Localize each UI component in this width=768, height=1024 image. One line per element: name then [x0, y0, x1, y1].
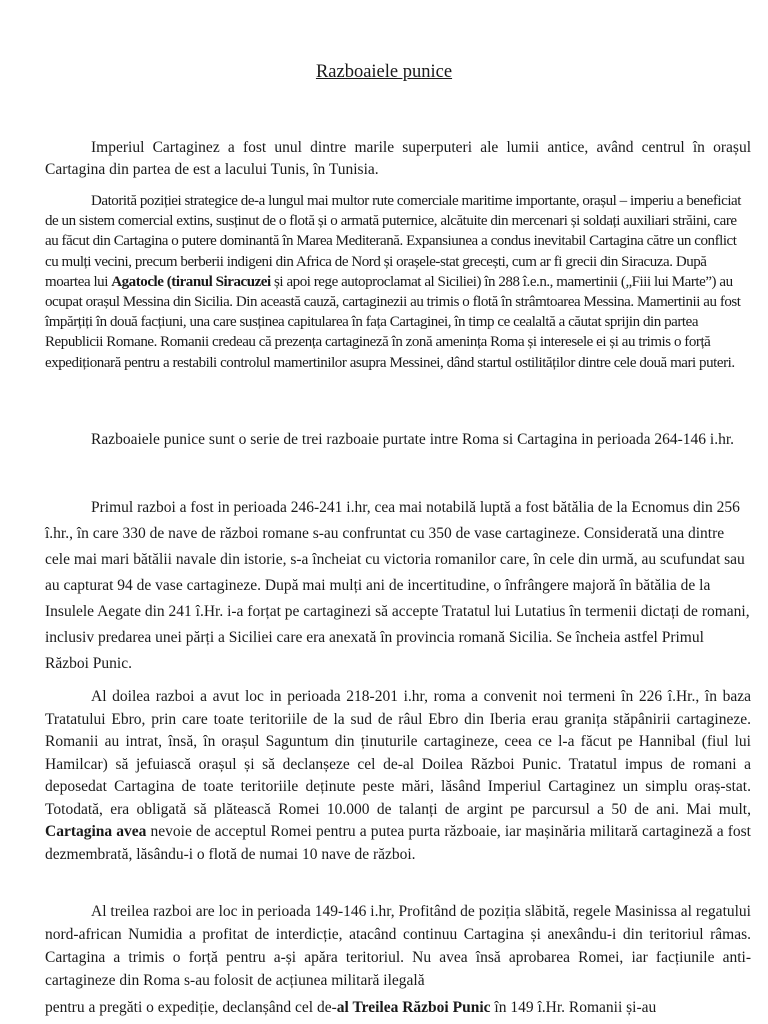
paragraph-text: Al treilea razboi are loc in perioada 149-146 i.hr, Profitând de poziția slăbită, regele Masinissa al regatului nord-african Numidia a profitat de interdicție, atacând continuu Cartagina și anexându-i din teritoriul râmas. Cartagina a trimis o forță pentru a-și apăra teritoriul. Nu avea însă aprobarea Romei, iar facțiunile anti-cartagineze din Roma s-au folosit de acțiunea militară ilegală	[45, 903, 751, 989]
bold-text-agatocle: Agatocle (tiranul Siracuzei	[111, 273, 271, 290]
paragraph-text: Imperiul Cartaginez a fost unul dintre marile superputeri ale lumii antice, având centrul în orașul Cartagina din partea de est a lacului Tunis, în Tunisia.	[45, 139, 751, 178]
paragraph-continuation	[45, 996, 751, 1019]
paragraph-overview	[45, 428, 751, 452]
paragraph-second-war	[45, 686, 751, 866]
document-title: Razboaiele punice	[315, 62, 453, 82]
paragraph-introduction	[45, 137, 751, 181]
paragraph-text: Razboaiele punice sunt o serie de trei razboaie purtate intre Roma si Cartagina in perioada 264-146 i.hr.	[91, 431, 735, 448]
paragraph-text: în 149 î.Hr. Romanii și-au	[490, 999, 657, 1016]
bold-text-cartagina-avea: Cartagina avea	[45, 823, 147, 840]
paragraph-text: Primul razboi a fost in perioada 246-241 i.hr, cea mai notabilă luptă a fost bătălia de la Ecnomus din 256 î.hr., în care 330 de nave de război romane s-au confruntat cu 350 de vase cartagineze. Considerată una dintre cele mai mari bătălii navale din istorie, s-a încheiat cu victoria romanilor care, în cele din urmă, au scufundat sau au capturat 94 de vase cartagineze. După mai mulți ani de incertitudine, o înfrângere majoră în bătălia de la Insulele Aegate din 241 î.Hr. i-a forțat pe cartaginezi să accepte Tratatul lui Lutatius în termenii dictați de romani, inclusiv predarea unei părți a Siciliei care era anexată în provincia romană Sicilia. Se încheia astfel Primul Război Punic.	[45, 499, 750, 672]
paragraph-third-war	[45, 900, 751, 1019]
bold-text-al-treilea-razboi-punic: al Treilea Război Punic	[336, 999, 491, 1016]
paragraph-text: nevoie de acceptul Romei pentru a putea purta războaie, iar mașinăria militară cartagineză a fost dezmembrată, lăsându-i o flotă de numai 10 nave de război.	[45, 823, 751, 863]
paragraph-text: și apoi rege autoproclamat al Siciliei) în 288 î.e.n., mamertinii („Fiii lui Marte”) au ocupat orașul Messina din Sicilia. Din această cauză, cartaginezii au trimis o flotă în strâmtoarea Messina. Mamertinii au fost împărțiți în două facțiuni, una care susținea capitularea în fața Cartaginei, în timp ce cealaltă a căutat sprijin din partea Republicii Romane. Romanii credeau că prezența cartagineză în zonă amenința Roma și interesele ei și au trimis o forță expediționară pentru a restabili controlul mamertinilor asupra Messinei, dând startul ostilităților dintre cele două mari puteri.	[45, 273, 741, 371]
paragraph-text: pentru a pregăti o expediție, declanșând cel de-	[45, 999, 337, 1016]
paragraph-background	[45, 191, 751, 373]
paragraph-text: Datorită poziției strategice de-a lungul mai multor rute comerciale maritime importante, orașul – imperiu a beneficiat de un sistem comercial extins, susținut de o flotă și o armată puternice, alcătuite din mercenari și soldați auxiliari străini, care au făcut din Cartagina o putere dominantă în Marea Mediterană. Expansiunea a condus inevitabil Cartagina către un conflict cu mulți vecini, precum berberii indigeni din Africa de Nord și orașele-stat grecești, cum ar fi grecii din Siracuza. După moartea lui	[45, 193, 741, 290]
paragraph-text: Al doilea razboi a avut loc in perioada 218-201 i.hr, roma a convenit noi termeni în 226 î.Hr., în baza Tratatului Ebro, prin care toate teritoriile de la sud de râul Ebro din Iberia erau granița stăpânirii cartagineze. Romanii au intrat, însă, în orașul Saguntum din ținuturile cartagineze, ceea ce l-a făcut pe Hannibal (fiul lui Hamilcar) să jefuiască orașul și să declanșeze cel de-al Doilea Război Punic. Tratatul impus de romani a deposedat Cartagina de toate teritoriile deținute peste mări, lăsând Imperiul Cartaginez un simplu oraș-stat. Totodată, era obligată să plătească Romei 10.000 de talanți de argint pe parcursul a 50 de ani. Mai mult,	[45, 688, 751, 818]
paragraph-first-war	[45, 495, 751, 677]
